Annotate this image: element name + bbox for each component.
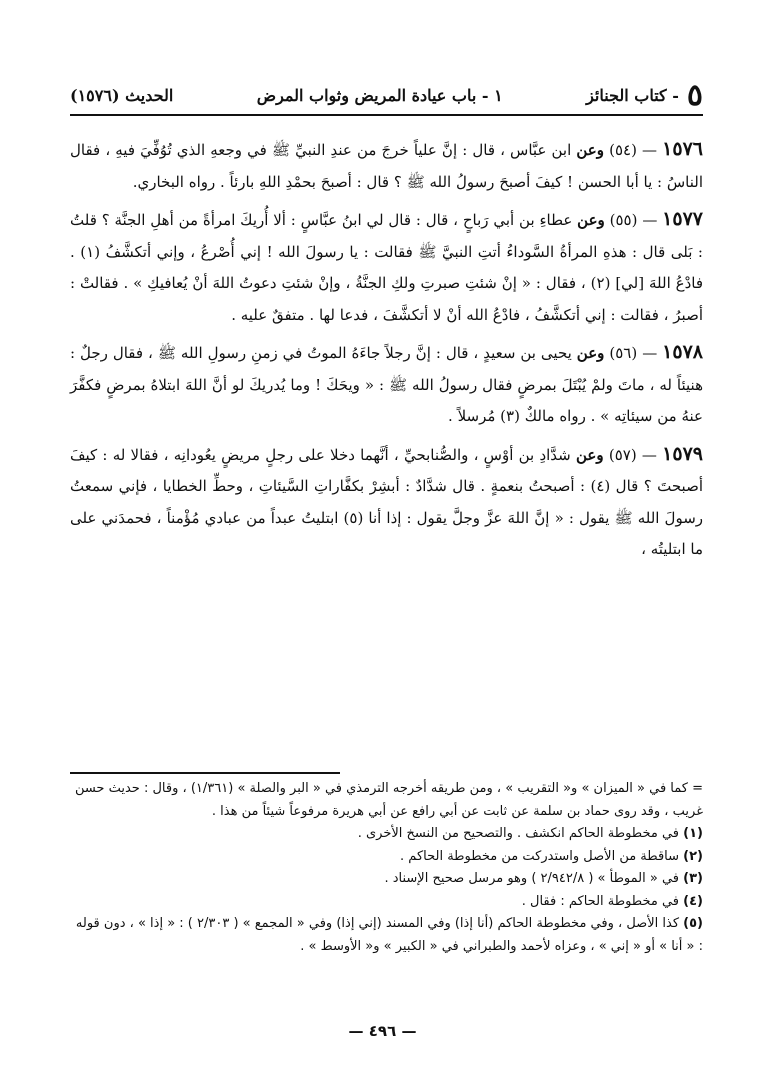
hadith-lead: وعن [576, 141, 604, 159]
hadith-sub-number: (٥٥) [609, 211, 638, 229]
hadith-text: شدَّادِ بن أوْسٍ ، والصُّنابحيِّ ، أنَّهما دخلا على رجلٍ مريضٍ يعُودانِه ، فقالا له : كيفَ أصبحتَ ؟ قال (٤) : أصبحتُ بنعمةٍ . قال شدَّادٌ : أبشِرْ بكفَّاراتِ السَّيئاتِ ، وحطِّ الخطايا ، فإني سمعتُ رسولَ الله ﷺ يقول : « إنَّ اللهَ عزَّ وجلَّ يقول : إذا أنا (٥) ابتليتُ عبداً من عبادي مُؤْمناً ، فحمدَني على ما ابتليتُه ، [70, 445, 704, 558]
dash: — [637, 211, 658, 229]
footnote-number: (٣) [683, 871, 703, 886]
hadith-text: يحيى بن سعيدٍ ، قال : إنَّ رجلاً جاءَهُ الموتُ في زمنِ رسولِ الله ﷺ ، فقال رجلٌ : هنيئاً له ، ماتَ ولمْ يُبْتَلَ بمرضٍ فقال رسولُ الله ﷺ : « ويحَكَ ! وما يُدريكَ لو أنَّ اللهَ ابتلاهُ بمرضٍ فكفَّرَ عنهُ من سيئاتِه » . رواه مالكٌ (٣) مُرسلاً . [70, 344, 703, 425]
hadith-sub-number: (٥٧) [608, 445, 637, 464]
dash: — [636, 445, 657, 464]
chapter-title: ١ - باب عيادة المريض وثواب المرض [256, 85, 503, 105]
hadith-lead: وعن [576, 344, 605, 362]
dash: — [637, 344, 658, 362]
hadith-sub-number: (٥٦) [609, 344, 638, 362]
footnote-continuation: = كما في « الميزان » و« التقريب » ، ومن طريقه أخرجه الترمذي في « البر والصلة » (١/٣٦١) ، وقال : حديث حسن غريب ، وقد روى حماد بن سلمة عن ثابت عن أبي رافع عن أبي هريرة مرفوعاً شيئاً من هذا . [74, 781, 703, 819]
footnote-1 [70, 823, 703, 846]
header-rule [70, 114, 703, 116]
main-text [70, 134, 703, 572]
hadith-text: عطاءِ بن أبي رَباحٍ ، قال : قال لي ابنُ عبَّاسٍ : ألا أُريكَ امرأةً من أهلِ الجنَّة ؟ قلتُ : بَلى قال : هذهِ المرأةُ السَّوداءُ أتتِ النبيَّ ﷺ فقالت : يا رسولَ الله ! إني أُصْرعُ ، وإني أتكشَّفُ (١) . فادْعُ اللهَ [لي] (٢) ، فقال : « إنْ شئتِ صبرتِ ولكِ الجنَّةُ ، وإنْ شئتِ دعوتُ اللهَ أنْ يُعافيكِ » . فقالتْ : أصبرُ ، فقالت : إني أتكشَّفُ ، فادْعُ الله أنْ لا أتكشَّفَ ، فدعا لها . متفقٌ عليه . [70, 211, 703, 324]
footnote-text: في مخطوطة الحاكم انكشف . والتصحيح من النسخ الأخرى . [357, 826, 680, 841]
footnote-number: (١) [683, 826, 703, 841]
footnote-text: كذا الأصل ، وفي مخطوطة الحاكم (أنا إذا) وفي المسند (إني إذا) وفي « المجمع » ( ٢/٣٠٣ ) : « إذا » ، دون قوله : « أنا » أو « إني » ، وعزاه لأحمد والطبراني في « الكبير » و« الأوسط » . [75, 916, 703, 954]
hadith-1577 [70, 204, 703, 331]
dash: — [636, 141, 658, 159]
footnote-text: في مخطوطة الحاكم : فقال . [521, 893, 680, 909]
page-number: — ٤٩٦ — [348, 1022, 417, 1040]
hadith-lead: وعن [577, 211, 605, 229]
footnote-5 [70, 913, 703, 958]
book-title: - كتاب الجنائز [586, 85, 679, 105]
footnote-number: (٤) [683, 893, 703, 909]
hadith-lead: وعن [575, 445, 604, 464]
hadith-1576 [70, 134, 703, 198]
hadith-number: ١٥٧٩ [662, 442, 703, 465]
hadith-sub-number: (٥٤) [609, 141, 637, 159]
header-book [586, 78, 703, 113]
section-number: ٥ [686, 77, 703, 113]
footnote-number: (٥) [683, 916, 703, 931]
footnotes [70, 778, 703, 958]
hadith-number: ١٥٧٨ [662, 341, 703, 363]
footnote-2 [70, 846, 703, 869]
footnote-3 [70, 868, 703, 891]
hadith-1578 [70, 337, 703, 433]
footnote-text: في « الموطأ » ( ٢/٩٤٢/٨ ) وهو مرسل صحيح الإسناد . [384, 871, 680, 886]
footnote-text: ساقطة من الأصل واستدركت من مخطوطة الحاكم . [400, 848, 680, 864]
hadith-number: ١٥٧٦ [662, 138, 703, 160]
hadith-1579 [70, 439, 703, 566]
running-header [70, 78, 703, 112]
footnote-4 [70, 891, 703, 914]
footnote-rule [70, 772, 340, 774]
footnote-number: (٢) [683, 848, 703, 864]
hadith-number: ١٥٧٧ [662, 208, 703, 230]
hadith-text: ابن عبَّاس ، قال : إنَّ علياً خرجَ من عندِ النبيِّ ﷺ في وجعهِ الذي تُوُفِّيَ فيهِ ، فقال الناسُ : يا أبا الحسن ! كيفَ أصبحَ رسولُ الله ﷺ ؟ قال : أصبحَ بحمْدِ اللهِ بارئاً . رواه البخاري. [70, 141, 703, 191]
hadith-range: الحديث (١٥٧٦) [70, 85, 174, 105]
